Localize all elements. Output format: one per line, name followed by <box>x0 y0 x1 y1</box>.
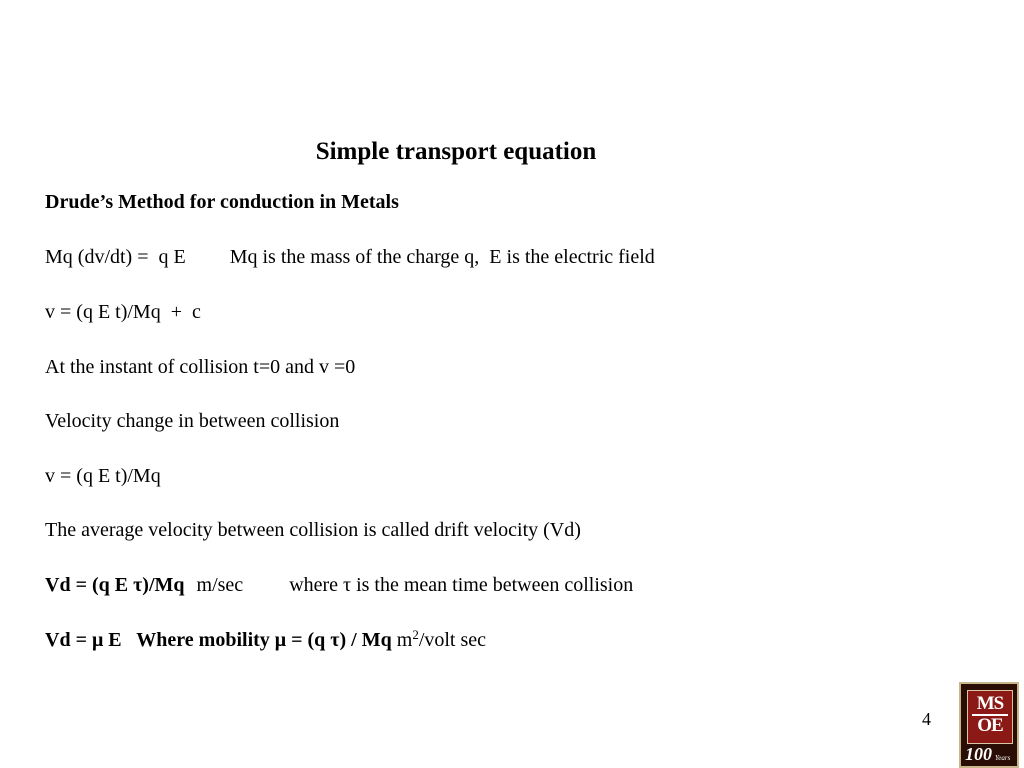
drift-velocity-text: The average velocity between collision is called drift velocity (Vd) <box>45 519 581 541</box>
slide-title: Simple transport equation <box>315 138 597 165</box>
logo-text-top: MS <box>976 693 1004 714</box>
logo-number: 100 <box>965 744 992 764</box>
page-number: 4 <box>922 709 931 729</box>
drift-velocity-equation: Vd = (q E τ)/Mq <box>45 574 185 596</box>
slide-subtitle: Drude’s Method for conduction in Metals <box>45 191 399 213</box>
mobility-line <box>45 627 486 653</box>
drift-velocity-unit: m/sec <box>196 574 244 596</box>
equation-velocity: v = (q E t)/Mq <box>45 465 161 487</box>
mobility-unit-rest: /volt sec <box>418 629 487 651</box>
drift-velocity-line <box>45 572 633 598</box>
mobility-unit-exponent: 2 <box>412 627 419 642</box>
drift-velocity-note: where τ is the mean time between collision <box>289 574 634 596</box>
msoe-logo <box>959 682 1019 768</box>
velocity-change-text: Velocity change in between collision <box>45 410 340 432</box>
mobility-unit-base: m <box>396 629 413 651</box>
logo-text-bottom: OE <box>977 715 1003 736</box>
collision-condition: At the instant of collision t=0 and v =0 <box>45 356 356 378</box>
equation-motion-note: Mq is the mass of the charge q, E is the electric field <box>229 246 655 268</box>
logo-years: Years <box>995 754 1011 762</box>
equation-line-motion <box>45 244 655 270</box>
equation-motion: Mq (dv/dt) = q E <box>45 246 186 268</box>
equation-velocity-constant: v = (q E t)/Mq + c <box>45 301 201 323</box>
logo-shield <box>967 690 1013 744</box>
mobility-equation: Vd = μ E Where mobility μ = (q τ) / Mq <box>45 629 392 651</box>
